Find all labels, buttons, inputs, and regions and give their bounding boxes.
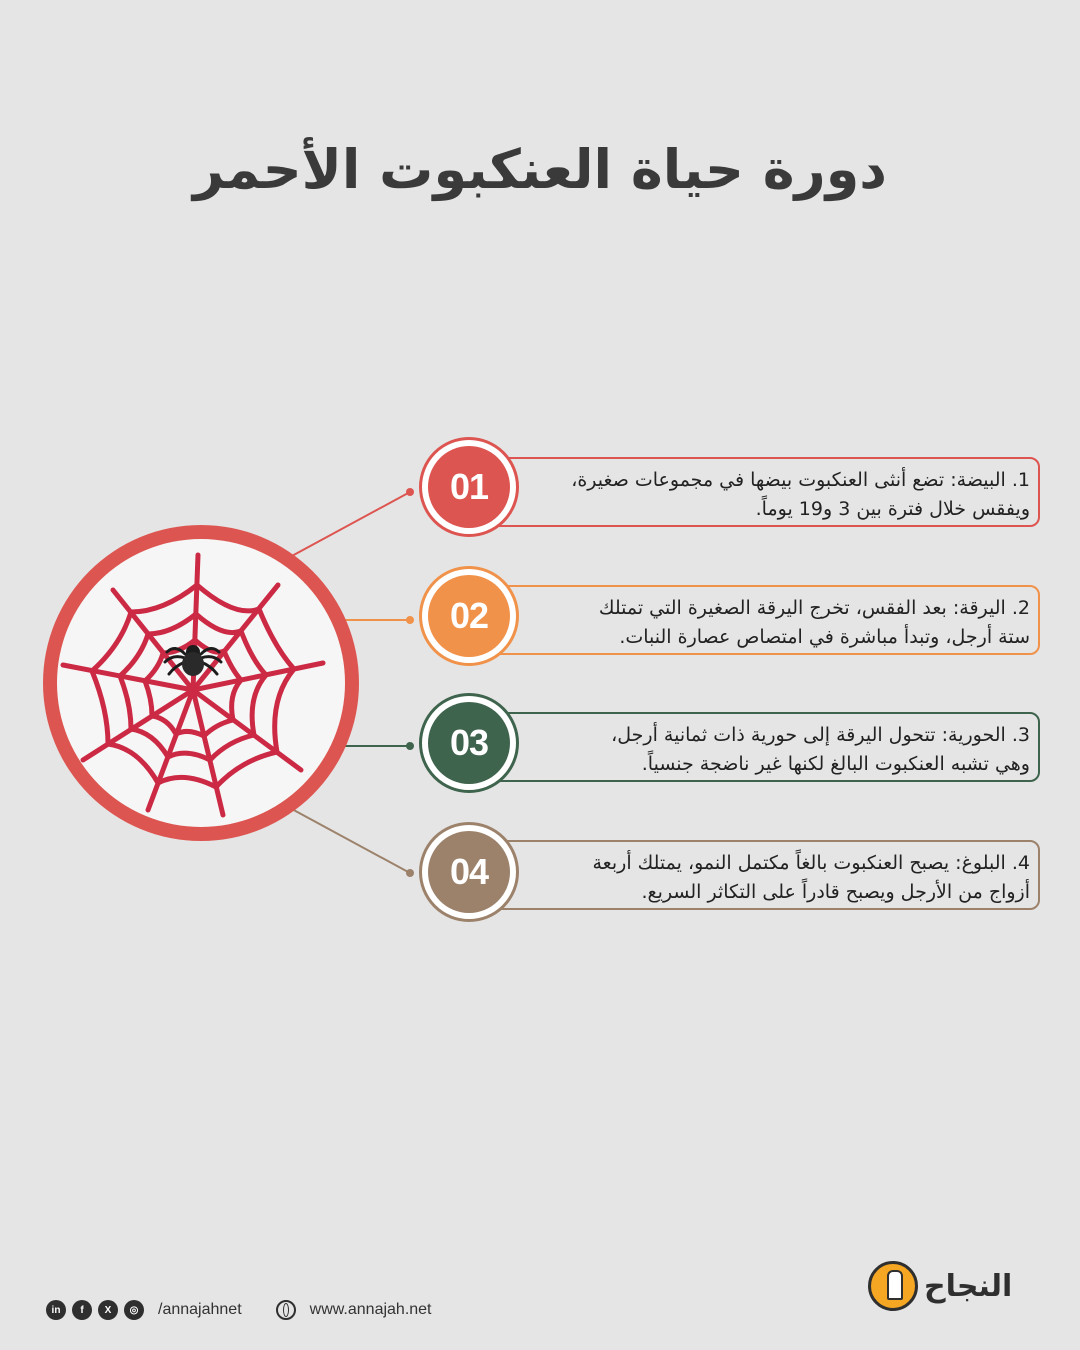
step-2-line-2: ستة أرجل، وتبدأ مباشرة في امتصاص عصارة النبات. bbox=[619, 626, 1030, 648]
website-link[interactable]: www.annajah.net bbox=[309, 1301, 432, 1318]
globe-icon bbox=[276, 1300, 296, 1320]
facebook-icon[interactable]: f bbox=[72, 1300, 92, 1320]
instagram-icon[interactable]: ◎ bbox=[124, 1300, 144, 1320]
step-badge-4 bbox=[419, 822, 519, 922]
step-number-4: 04 bbox=[428, 831, 510, 913]
connector-dot-1 bbox=[406, 488, 414, 496]
step-number-2: 02 bbox=[428, 575, 510, 657]
connector-dot-4 bbox=[406, 869, 414, 877]
footer-social bbox=[46, 1298, 432, 1322]
step-2-line-1: 2. اليرقة: بعد الفقس، تخرج اليرقة الصغيرة التي تمتلك bbox=[598, 597, 1030, 619]
step-text-1 bbox=[535, 457, 1040, 527]
social-handle[interactable]: /annajahnet bbox=[158, 1301, 242, 1318]
x-icon[interactable]: X bbox=[98, 1300, 118, 1320]
step-1-line-1: 1. البيضة: تضع أنثى العنكبوت بيضها في مجموعات صغيرة، bbox=[571, 469, 1030, 491]
step-text-3 bbox=[535, 712, 1040, 782]
linkedin-icon[interactable]: in bbox=[46, 1300, 66, 1320]
step-badge-1 bbox=[419, 437, 519, 537]
step-text-2 bbox=[535, 585, 1040, 655]
step-number-3: 03 bbox=[428, 702, 510, 784]
step-4-line-1: 4. البلوغ: يصبح العنكبوت بالغاً مكتمل النمو، يمتلك أربعة bbox=[592, 852, 1030, 874]
connector-line-4 bbox=[290, 808, 410, 873]
step-3-line-2: وهي تشبه العنكبوت البالغ لكنها غير ناضجة جنسياً. bbox=[641, 753, 1030, 775]
step-4-line-2: أزواج من الأرجل ويصبح قادراً على التكاثر السريع. bbox=[641, 881, 1030, 903]
step-3-line-1: 3. الحورية: تتحول اليرقة إلى حورية ذات ثمانية أرجل، bbox=[611, 724, 1030, 746]
brand-logo bbox=[868, 1256, 1012, 1316]
step-badge-2 bbox=[419, 566, 519, 666]
brand-name: النجاح bbox=[924, 1268, 1013, 1304]
step-1-line-2: ويفقس خلال فترة بين 3 و19 يوماً. bbox=[755, 498, 1030, 520]
rocket-icon bbox=[868, 1261, 918, 1311]
step-badge-3 bbox=[419, 693, 519, 793]
step-number-1: 01 bbox=[428, 446, 510, 528]
connector-dot-3 bbox=[406, 742, 414, 750]
spider-web-illustration bbox=[43, 525, 359, 841]
connector-line-1 bbox=[290, 492, 410, 557]
step-text-4 bbox=[535, 840, 1040, 910]
page-title: دورة حياة العنكبوت الأحمر bbox=[192, 138, 888, 201]
connector-dot-2 bbox=[406, 616, 414, 624]
